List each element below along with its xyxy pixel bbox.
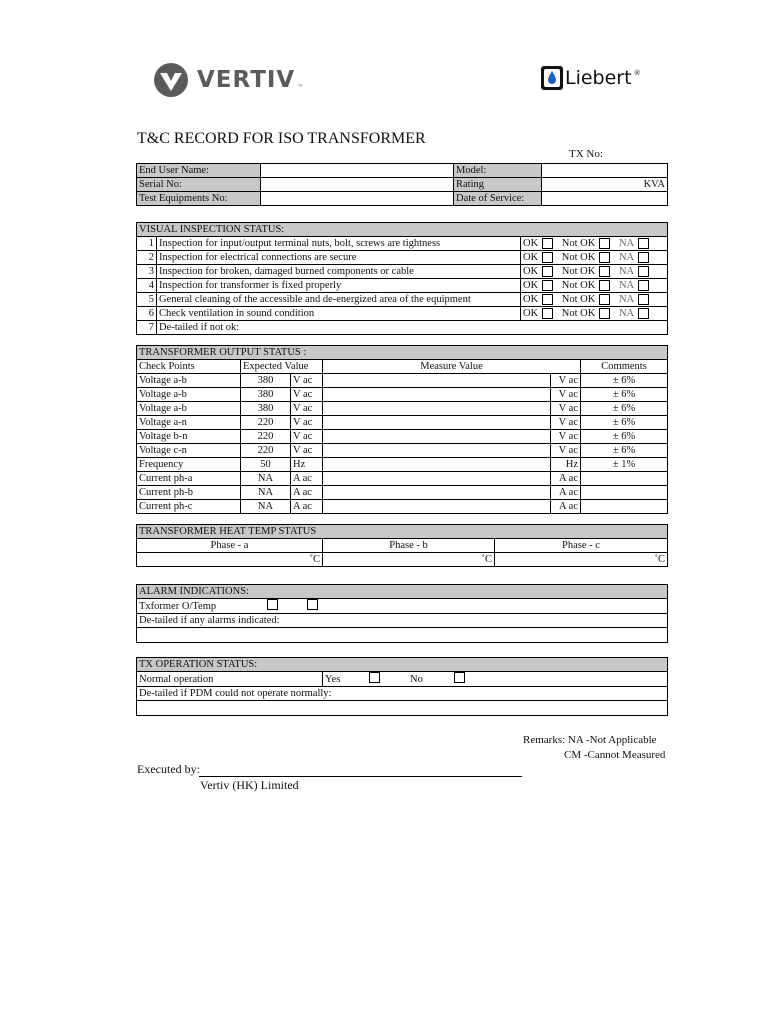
- alarm-yes-checkbox[interactable]: [267, 599, 278, 610]
- model-label: Model:: [454, 164, 542, 178]
- serial-field[interactable]: [261, 178, 454, 192]
- inspection-options: OK Not OK NA: [521, 251, 668, 265]
- phase-b-temp-field[interactable]: ˚C: [323, 553, 495, 567]
- table-row: Current ph-c NA A ac A ac: [137, 500, 668, 514]
- measure-field[interactable]: [323, 374, 551, 388]
- info-table: [136, 163, 668, 206]
- inspection-options: OK Not OK NA: [521, 265, 668, 279]
- date-label: Date of Service:: [454, 192, 542, 206]
- not-ok-checkbox[interactable]: [599, 266, 610, 277]
- company-name: Vertiv (HK) Limited: [200, 778, 299, 792]
- table-row: Voltage a-n 220 V ac V ac ± 6%: [137, 416, 668, 430]
- measure-field[interactable]: [323, 500, 551, 514]
- table-row: Voltage a-b 380 V ac V ac ± 6%: [137, 374, 668, 388]
- na-checkbox[interactable]: [638, 252, 649, 263]
- alarm-table: [136, 584, 668, 643]
- operation-table: TX OPERATION STATUS: Normal operation Yes No De-tailed if PDM could not operate normally:: [136, 657, 668, 716]
- inspection-item: Inspection for broken, damaged burned components or cable: [157, 265, 521, 279]
- alarm-detail-field[interactable]: [137, 628, 668, 643]
- measure-field[interactable]: [323, 444, 551, 458]
- model-field[interactable]: [542, 164, 668, 178]
- alarm-header: ALARM INDICATIONS:: [137, 585, 668, 599]
- not-ok-checkbox[interactable]: [599, 308, 610, 319]
- alarm-no-checkbox[interactable]: [307, 599, 318, 610]
- operation-detail-field[interactable]: [137, 701, 668, 716]
- ok-checkbox[interactable]: [542, 308, 553, 319]
- ok-checkbox[interactable]: [542, 280, 553, 291]
- vertiv-logo: VERTIV ™: [153, 62, 303, 98]
- date-field[interactable]: [542, 192, 668, 206]
- heat-temp-header: TRANSFORMER HEAT TEMP STATUS: [137, 525, 668, 539]
- serial-label: Serial No:: [137, 178, 261, 192]
- table-row: Voltage c-n 220 V ac V ac ± 6%: [137, 444, 668, 458]
- not-ok-checkbox[interactable]: [599, 252, 610, 263]
- inspection-item: Check ventilation in sound condition: [157, 307, 521, 321]
- alarm-row: Txformer O/Temp: [137, 599, 668, 614]
- inspection-item: Inspection for transformer is fixed properly: [157, 279, 521, 293]
- na-checkbox[interactable]: [638, 266, 649, 277]
- phase-a-temp-field[interactable]: ˚C: [137, 553, 323, 567]
- inspection-options: OK Not OK NA: [521, 237, 668, 251]
- ok-checkbox[interactable]: [542, 266, 553, 277]
- na-checkbox[interactable]: [638, 280, 649, 291]
- na-checkbox[interactable]: [638, 294, 649, 305]
- visual-inspection-table: VISUAL INSPECTION STATUS: 1 Inspection for input/output terminal nuts, bolt, screws are tightness OK Not OK NA 2 Inspection for electrical connections are secure OK Not OK NA 3 Inspection for broken, damaged burned components or cable OK Not OK NA 4 Inspection for transformer is fixed properly OK Not OK NA 5 General cleaning of the accessible and de-energized area of the equipment OK Not OK NA 6 Check ventilation in sound condition OK Not OK NA 7 De-tailed if not ok:: [136, 222, 668, 335]
- vertiv-emblem-icon: [153, 62, 189, 98]
- operation-yes-checkbox[interactable]: [369, 672, 380, 683]
- table-row: Voltage a-b 380 V ac V ac ± 6%: [137, 388, 668, 402]
- remarks: Remarks: NA -Not Applicable CM -Cannot Measured: [523, 734, 666, 761]
- measure-field[interactable]: [323, 416, 551, 430]
- page-title: T&C RECORD FOR ISO TRANSFORMER: [137, 130, 426, 147]
- liebert-logo: Liebert ®: [541, 66, 641, 90]
- test-equip-label: Test Equipments No:: [137, 192, 261, 206]
- liebert-wordmark: Liebert: [565, 67, 632, 89]
- measure-field[interactable]: [323, 486, 551, 500]
- not-ok-checkbox[interactable]: [599, 238, 610, 249]
- rating-label: Rating: [454, 178, 542, 192]
- phase-c-temp-field[interactable]: ˚C: [495, 553, 668, 567]
- table-row: Frequency 50 Hz Hz ± 1%: [137, 458, 668, 472]
- table-row: Voltage a-b 380 V ac V ac ± 6%: [137, 402, 668, 416]
- ok-checkbox[interactable]: [542, 294, 553, 305]
- executed-by-label: Executed by:: [137, 762, 200, 776]
- operation-detail-label: De-tailed if PDM could not operate normally:: [137, 687, 668, 701]
- inspection-detail-field[interactable]: De-tailed if not ok:: [157, 321, 668, 335]
- test-equip-field[interactable]: [261, 192, 454, 206]
- operation-no-checkbox[interactable]: [454, 672, 465, 683]
- inspection-options: OK Not OK NA: [521, 279, 668, 293]
- output-status-header: TRANSFORMER OUTPUT STATUS :: [137, 346, 668, 360]
- end-user-field[interactable]: [261, 164, 454, 178]
- na-checkbox[interactable]: [638, 238, 649, 249]
- operation-options: Yes No: [323, 672, 668, 687]
- visual-inspection-header: VISUAL INSPECTION STATUS:: [137, 223, 668, 237]
- measure-field[interactable]: [323, 458, 551, 472]
- measure-field[interactable]: [323, 402, 551, 416]
- inspection-item: General cleaning of the accessible and de-energized area of the equipment: [157, 293, 521, 307]
- output-status-table: TRANSFORMER OUTPUT STATUS : Check Points Expected Value Measure Value Comments Voltage a-b 380 V ac V ac ± 6% Voltage a-b 380 V ac V ac ± 6% Voltage a-b 380 V ac V ac ± 6% Voltage a-n 220 V ac V ac ± 6% Voltage b-n 220 V ac V ac ± 6% Voltage c-n 220 V ac V ac ± 6% Frequency 50 Hz Hz ± 1% Current ph-a NA A ac A ac Current ph-b NA A ac A ac Current ph-c NA A ac A ac: [136, 345, 668, 514]
- measure-field[interactable]: [323, 430, 551, 444]
- tx-no-label: TX No:: [569, 148, 603, 160]
- liebert-emblem-icon: [541, 66, 563, 90]
- rating-field[interactable]: KVA: [542, 178, 668, 192]
- heat-temp-table: TRANSFORMER HEAT TEMP STATUS Phase - a Phase - b Phase - c ˚C ˚C ˚C: [136, 524, 668, 567]
- inspection-options: OK Not OK NA: [521, 307, 668, 321]
- inspection-options: OK Not OK NA: [521, 293, 668, 307]
- table-row: Current ph-a NA A ac A ac: [137, 472, 668, 486]
- alarm-detail-label: De-tailed if any alarms indicated:: [137, 614, 668, 628]
- na-checkbox[interactable]: [638, 308, 649, 319]
- ok-checkbox[interactable]: [542, 238, 553, 249]
- vertiv-wordmark: VERTIV: [197, 67, 296, 93]
- table-row: Voltage b-n 220 V ac V ac ± 6%: [137, 430, 668, 444]
- not-ok-checkbox[interactable]: [599, 280, 610, 291]
- ok-checkbox[interactable]: [542, 252, 553, 263]
- inspection-item: Inspection for input/output terminal nuts, bolt, screws are tightness: [157, 237, 521, 251]
- inspection-item: Inspection for electrical connections are secure: [157, 251, 521, 265]
- measure-field[interactable]: [323, 388, 551, 402]
- operation-header: TX OPERATION STATUS:: [137, 658, 668, 672]
- not-ok-checkbox[interactable]: [599, 294, 610, 305]
- table-row: Current ph-b NA A ac A ac: [137, 486, 668, 500]
- end-user-label: End User Name:: [137, 164, 261, 178]
- signature-line[interactable]: [199, 776, 522, 777]
- measure-field[interactable]: [323, 472, 551, 486]
